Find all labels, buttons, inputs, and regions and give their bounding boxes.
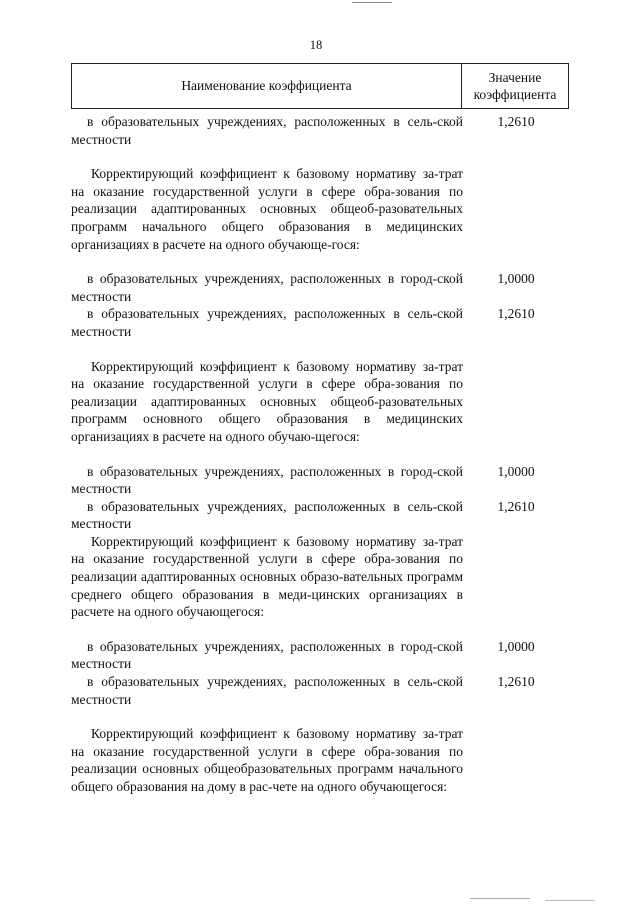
table-row <box>71 673 569 708</box>
table-row <box>71 533 569 621</box>
row-text: в образовательных учреждениях, расположенных в город-ской местности <box>71 271 463 304</box>
row-value: 1,2610 <box>497 674 535 690</box>
row-value: 1,2610 <box>497 498 535 514</box>
table-row <box>71 638 569 673</box>
table-row <box>71 498 569 533</box>
table-row <box>71 165 569 253</box>
row-value: 1,0000 <box>497 271 535 287</box>
row-text: в образовательных учреждениях, расположенных в сель-ской местности <box>71 306 463 339</box>
row-text: в образовательных учреждениях, расположенных в сель-ской местности <box>71 674 463 707</box>
table-row <box>71 463 569 498</box>
coefficient-name-header: Наименование коэффициента <box>181 78 352 93</box>
table-row <box>71 305 569 340</box>
table-row <box>71 358 569 446</box>
coefficient-table-body <box>71 113 569 796</box>
row-text: Корректирующий коэффициент к базовому нормативу за-трат на оказание государственной услуги в сфере обра-зования по реализации адаптированных основных общеоб-разовательных программ начального общего образования в медицинских организациях в расчете на одного обучающе-гося: <box>71 166 463 252</box>
row-text: в образовательных учреждениях, расположенных в сель-ской местности <box>71 498 463 532</box>
table-row <box>71 725 569 795</box>
scan-artifact <box>352 2 392 3</box>
row-text: в образовательных учреждениях, расположенных в город-ской местности <box>71 463 463 497</box>
row-text: Корректирующий коэффициент к базовому нормативу за-трат на оказание государственной услуги в сфере обра-зования по реализации адаптированных основных общеоб-разовательных программ основного общего образования в медицинских организациях в расчете на одного обучаю-щегося: <box>71 358 463 444</box>
scan-artifact <box>470 898 530 899</box>
row-text: в образовательных учреждениях, расположенных в город-ской местности <box>71 638 463 672</box>
page-number: 18 <box>309 38 323 52</box>
row-value: 1,2610 <box>497 306 535 322</box>
row-value: 1,0000 <box>497 638 535 654</box>
table-row <box>71 270 569 305</box>
row-text: Корректирующий коэффициент к базовому нормативу за-трат на оказание государственной услуги в сфере обра-зования по реализации адаптированных основных образо-вательных программ среднего общего образования в меди-цинских организациях в расчете на одного обучающегося: <box>71 533 463 620</box>
row-value: 1,2610 <box>497 114 535 129</box>
row-text: Корректирующий коэффициент к базовому нормативу за-трат на оказание государственной услуги в сфере обра-зования по реализации основных общеобразовательных программ начального общего образования на дому в рас-чете на одного обучающегося: <box>71 726 463 794</box>
coefficient-value-header: Значение коэффициента <box>461 64 568 108</box>
row-value: 1,0000 <box>497 463 535 479</box>
table-header <box>71 63 569 109</box>
scan-artifact <box>545 900 595 901</box>
row-text: в образовательных учреждениях, расположенных в сель-ской местности <box>71 114 463 147</box>
table-row <box>71 113 569 148</box>
